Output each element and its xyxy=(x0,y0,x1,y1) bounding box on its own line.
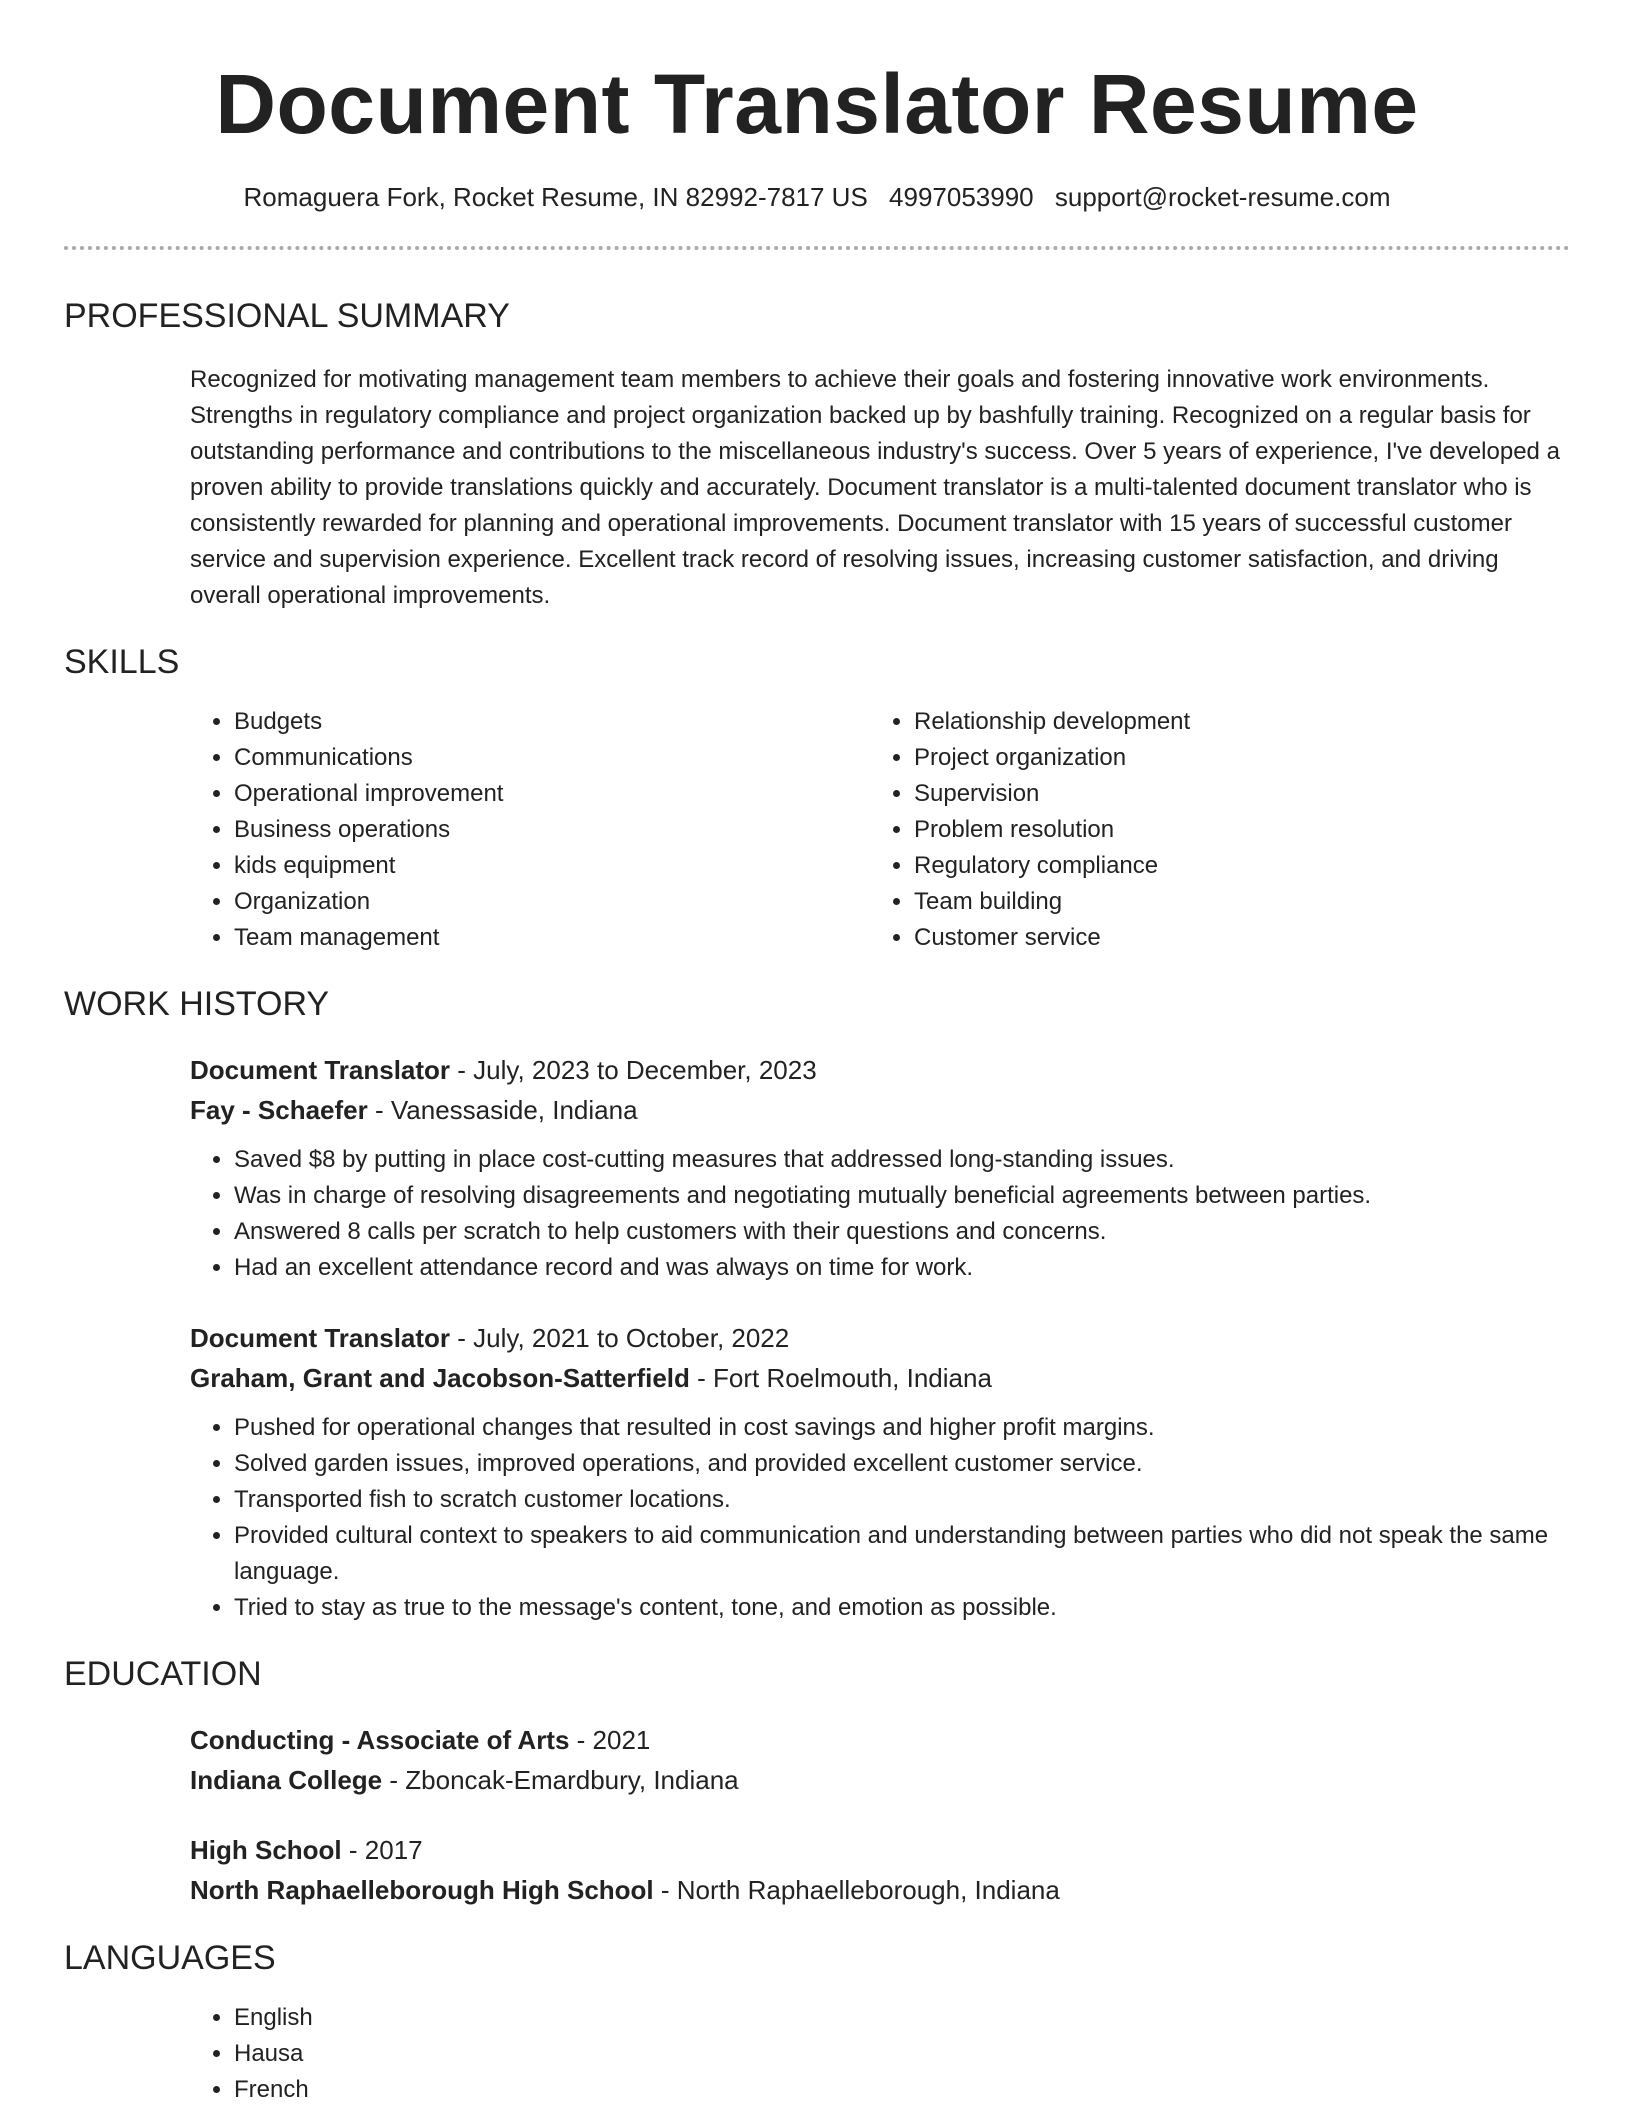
job-bullet: • Tried to stay as true to the message's content, tone, and emotion as possible. xyxy=(234,1590,1570,1626)
contact-address: Romaguera Fork, Rocket Resume, IN 82992-7817 US xyxy=(243,182,868,212)
job-title: Document Translator xyxy=(190,1323,451,1353)
degree-line xyxy=(190,1830,1570,1870)
skill-item: • Operational improvement xyxy=(234,776,870,812)
degree-year: - 2017 xyxy=(341,1835,423,1865)
skills-heading: SKILLS xyxy=(64,643,180,681)
education-entry xyxy=(190,1720,1570,1800)
degree-year: - 2021 xyxy=(569,1725,651,1755)
degree-name: High School xyxy=(190,1835,342,1865)
job-dates: - July, 2021 to October, 2022 xyxy=(450,1323,790,1353)
work-heading: WORK HISTORY xyxy=(64,985,330,1023)
skill-item: • Business operations xyxy=(234,812,870,848)
job-title-line xyxy=(190,1318,1570,1358)
job-bullets xyxy=(190,1410,1570,1626)
job-dates: - July, 2023 to December, 2023 xyxy=(450,1055,817,1085)
job-bullet: • Transported fish to scratch customer locations. xyxy=(234,1482,1570,1518)
job-entry xyxy=(190,1318,1570,1626)
resume-title: Document Translator Resume xyxy=(215,57,1419,151)
employer-name: Graham, Grant and Jacobson-Satterfield xyxy=(190,1363,690,1393)
job-bullet: • Solved garden issues, improved operations, and provided excellent customer service. xyxy=(234,1446,1570,1482)
skill-item: • Organization xyxy=(234,884,870,920)
resume-page xyxy=(64,0,1570,2108)
skill-item: • Communications xyxy=(234,740,870,776)
degree-name: Conducting - Associate of Arts xyxy=(190,1725,570,1755)
employer-line xyxy=(190,1090,1570,1130)
job-bullet: • Saved $8 by putting in place cost-cutting measures that addressed long-standing issues. xyxy=(234,1142,1570,1178)
job-bullet: • Was in charge of resolving disagreements and negotiating mutually beneficial agreements between parties. xyxy=(234,1178,1570,1214)
contact-email: support@rocket-resume.com xyxy=(1054,182,1391,212)
skill-item: • Problem resolution xyxy=(914,812,1550,848)
employer-location: - Vanessaside, Indiana xyxy=(367,1095,638,1125)
language-item: • French xyxy=(234,2072,1570,2108)
skill-item: • Supervision xyxy=(914,776,1550,812)
skill-item: • Team building xyxy=(914,884,1550,920)
job-bullet: • Pushed for operational changes that resulted in cost savings and higher profit margins. xyxy=(234,1410,1570,1446)
skills-column-left xyxy=(190,704,870,956)
skill-item: • Team management xyxy=(234,920,870,956)
job-entry xyxy=(190,1050,1570,1286)
skill-item: • Customer service xyxy=(914,920,1550,956)
contact-line xyxy=(64,180,1570,214)
job-bullet: • Had an excellent attendance record and was always on time for work. xyxy=(234,1250,1570,1286)
school-line xyxy=(190,1760,1570,1800)
job-title: Document Translator xyxy=(190,1055,451,1085)
languages-list xyxy=(190,2000,1570,2108)
skill-item: • Relationship development xyxy=(914,704,1550,740)
employer-location: - Fort Roelmouth, Indiana xyxy=(689,1363,992,1393)
job-title-line xyxy=(190,1050,1570,1090)
header-divider xyxy=(64,246,1570,250)
school-line xyxy=(190,1870,1570,1910)
school-name: Indiana College xyxy=(190,1765,383,1795)
skill-item: • Regulatory compliance xyxy=(914,848,1550,884)
skills-list xyxy=(190,704,1570,956)
summary-heading: PROFESSIONAL SUMMARY xyxy=(64,297,510,335)
employer-name: Fay - Schaefer xyxy=(190,1095,368,1125)
job-bullet: • Provided cultural context to speakers to aid communication and understanding between parties who did not speak the same language. xyxy=(234,1518,1570,1590)
skills-column-right xyxy=(870,704,1550,956)
school-location: - North Raphaelleborough, Indiana xyxy=(653,1875,1060,1905)
language-item: • English xyxy=(234,2000,1570,2036)
school-name: North Raphaelleborough High School xyxy=(190,1875,654,1905)
skill-item: • Project organization xyxy=(914,740,1550,776)
language-item: • Hausa xyxy=(234,2036,1570,2072)
school-location: - Zboncak-Emardbury, Indiana xyxy=(382,1765,739,1795)
education-heading: EDUCATION xyxy=(64,1655,262,1693)
education-entry xyxy=(190,1830,1570,1910)
skill-item: • Budgets xyxy=(234,704,870,740)
job-bullet: • Answered 8 calls per scratch to help customers with their questions and concerns. xyxy=(234,1214,1570,1250)
languages-heading: LANGUAGES xyxy=(64,1939,276,1977)
skill-item: • kids equipment xyxy=(234,848,870,884)
job-bullets xyxy=(190,1142,1570,1286)
contact-phone: 4997053990 xyxy=(889,182,1034,212)
degree-line xyxy=(190,1720,1570,1760)
summary-text: Recognized for motivating management team members to achieve their goals and fostering innovative work environments. Strengths in regulatory compliance and project organization backed up by bashfully training. Recognized on a regular basis for outstanding performance and contributions to the miscellaneous industry's success. Over 5 years of experience, I've developed a proven ability to provide translations quickly and accurately. Document translator is a multi-talented document translator who is consistently rewarded for planning and operational improvements. Document translator with 15 years of successful customer service and supervision experience. Excellent track record of resolving issues, increasing customer satisfaction, and driving overall operational improvements. xyxy=(190,366,1560,609)
employer-line xyxy=(190,1358,1570,1398)
